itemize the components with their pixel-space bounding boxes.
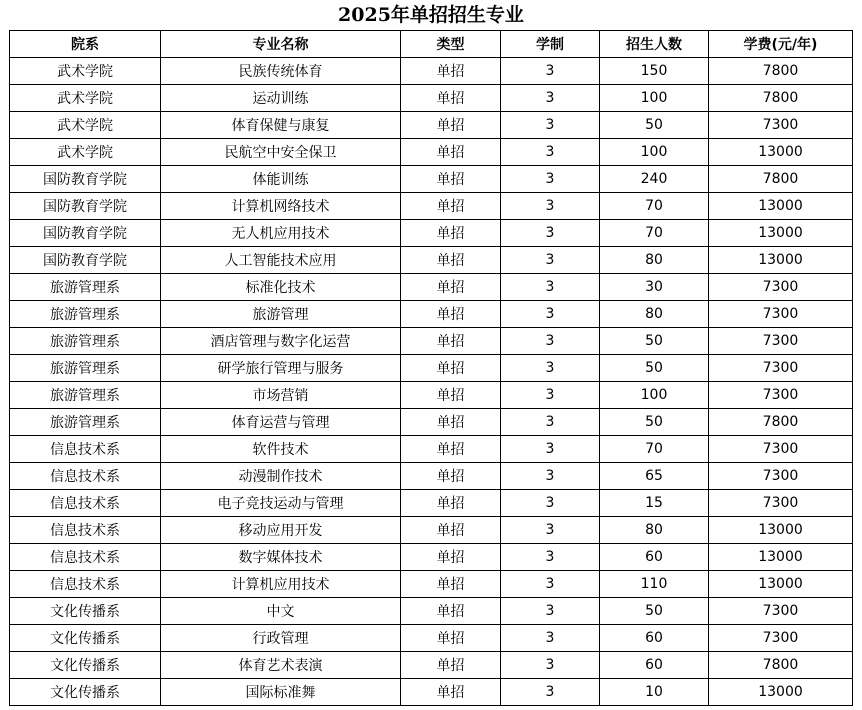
major-name-cell: 民航空中安全保卫 — [161, 139, 401, 166]
major-name-cell: 酒店管理与数字化运营 — [161, 328, 401, 355]
department-cell: 信息技术系 — [10, 490, 161, 517]
enrollment-cell: 80 — [600, 301, 709, 328]
enrollment-cell: 70 — [600, 193, 709, 220]
header-tuition: 学费(元/年) — [709, 31, 853, 58]
table-row — [10, 139, 853, 166]
tuition-cell: 13000 — [709, 220, 853, 247]
type-cell: 单招 — [401, 517, 501, 544]
major-name-cell: 人工智能技术应用 — [161, 247, 401, 274]
table-row — [10, 463, 853, 490]
enrollment-cell: 100 — [600, 85, 709, 112]
department-cell: 旅游管理系 — [10, 382, 161, 409]
header-enrollment: 招生人数 — [600, 31, 709, 58]
type-cell: 单招 — [401, 409, 501, 436]
type-cell: 单招 — [401, 166, 501, 193]
enrollment-table — [9, 30, 853, 706]
table-row — [10, 382, 853, 409]
department-cell: 国防教育学院 — [10, 193, 161, 220]
table-row — [10, 85, 853, 112]
table-row — [10, 625, 853, 652]
major-name-cell: 行政管理 — [161, 625, 401, 652]
major-name-cell: 市场营销 — [161, 382, 401, 409]
type-cell: 单招 — [401, 490, 501, 517]
tuition-cell: 13000 — [709, 193, 853, 220]
tuition-cell: 7300 — [709, 436, 853, 463]
table-row — [10, 193, 853, 220]
type-cell: 单招 — [401, 274, 501, 301]
type-cell: 单招 — [401, 463, 501, 490]
major-name-cell: 中文 — [161, 598, 401, 625]
tuition-cell: 7300 — [709, 382, 853, 409]
duration-cell: 3 — [501, 517, 600, 544]
enrollment-cell: 60 — [600, 544, 709, 571]
major-name-cell: 移动应用开发 — [161, 517, 401, 544]
table-row — [10, 166, 853, 193]
type-cell: 单招 — [401, 544, 501, 571]
duration-cell: 3 — [501, 598, 600, 625]
duration-cell: 3 — [501, 166, 600, 193]
enrollment-cell: 50 — [600, 598, 709, 625]
enrollment-cell: 15 — [600, 490, 709, 517]
table-row — [10, 652, 853, 679]
department-cell: 旅游管理系 — [10, 409, 161, 436]
department-cell: 旅游管理系 — [10, 301, 161, 328]
enrollment-cell: 110 — [600, 571, 709, 598]
table-row — [10, 301, 853, 328]
table-row — [10, 598, 853, 625]
major-name-cell: 体育保健与康复 — [161, 112, 401, 139]
major-name-cell: 电子竞技运动与管理 — [161, 490, 401, 517]
tuition-cell: 7300 — [709, 301, 853, 328]
header-duration: 学制 — [501, 31, 600, 58]
enrollment-cell: 60 — [600, 625, 709, 652]
department-cell: 信息技术系 — [10, 571, 161, 598]
department-cell: 国防教育学院 — [10, 220, 161, 247]
enrollment-cell: 70 — [600, 436, 709, 463]
table-row — [10, 517, 853, 544]
type-cell: 单招 — [401, 247, 501, 274]
type-cell: 单招 — [401, 679, 501, 706]
duration-cell: 3 — [501, 409, 600, 436]
department-cell: 国防教育学院 — [10, 247, 161, 274]
enrollment-cell: 50 — [600, 328, 709, 355]
major-name-cell: 国际标准舞 — [161, 679, 401, 706]
table-row — [10, 274, 853, 301]
department-cell: 武术学院 — [10, 139, 161, 166]
duration-cell: 3 — [501, 355, 600, 382]
type-cell: 单招 — [401, 382, 501, 409]
table-row — [10, 112, 853, 139]
tuition-cell: 7300 — [709, 328, 853, 355]
table-row — [10, 679, 853, 706]
department-cell: 信息技术系 — [10, 463, 161, 490]
tuition-cell: 7300 — [709, 274, 853, 301]
enrollment-cell: 65 — [600, 463, 709, 490]
major-name-cell: 数字媒体技术 — [161, 544, 401, 571]
duration-cell: 3 — [501, 436, 600, 463]
department-cell: 武术学院 — [10, 58, 161, 85]
enrollment-cell: 100 — [600, 382, 709, 409]
enrollment-cell: 80 — [600, 517, 709, 544]
department-cell: 文化传播系 — [10, 679, 161, 706]
table-row — [10, 490, 853, 517]
major-name-cell: 旅游管理 — [161, 301, 401, 328]
type-cell: 单招 — [401, 598, 501, 625]
duration-cell: 3 — [501, 220, 600, 247]
duration-cell: 3 — [501, 301, 600, 328]
table-row — [10, 436, 853, 463]
type-cell: 单招 — [401, 58, 501, 85]
header-type: 类型 — [401, 31, 501, 58]
department-cell: 武术学院 — [10, 85, 161, 112]
type-cell: 单招 — [401, 625, 501, 652]
major-name-cell: 标准化技术 — [161, 274, 401, 301]
tuition-cell: 7800 — [709, 652, 853, 679]
department-cell: 武术学院 — [10, 112, 161, 139]
table-row — [10, 328, 853, 355]
type-cell: 单招 — [401, 301, 501, 328]
duration-cell: 3 — [501, 544, 600, 571]
department-cell: 旅游管理系 — [10, 328, 161, 355]
table-row — [10, 220, 853, 247]
major-name-cell: 运动训练 — [161, 85, 401, 112]
major-name-cell: 无人机应用技术 — [161, 220, 401, 247]
page-title: 2025年单招招生专业 — [338, 4, 524, 26]
tuition-cell: 7300 — [709, 598, 853, 625]
table-row — [10, 355, 853, 382]
duration-cell: 3 — [501, 571, 600, 598]
tuition-cell: 7800 — [709, 166, 853, 193]
enrollment-cell: 10 — [600, 679, 709, 706]
enrollment-cell: 30 — [600, 274, 709, 301]
enrollment-cell: 50 — [600, 355, 709, 382]
table-row — [10, 58, 853, 85]
major-name-cell: 软件技术 — [161, 436, 401, 463]
tuition-cell: 7800 — [709, 58, 853, 85]
duration-cell: 3 — [501, 490, 600, 517]
duration-cell: 3 — [501, 679, 600, 706]
major-name-cell: 动漫制作技术 — [161, 463, 401, 490]
major-name-cell: 体育艺术表演 — [161, 652, 401, 679]
duration-cell: 3 — [501, 625, 600, 652]
tuition-cell: 13000 — [709, 247, 853, 274]
enrollment-cell: 240 — [600, 166, 709, 193]
tuition-cell: 13000 — [709, 517, 853, 544]
type-cell: 单招 — [401, 85, 501, 112]
type-cell: 单招 — [401, 139, 501, 166]
duration-cell: 3 — [501, 139, 600, 166]
major-name-cell: 计算机应用技术 — [161, 571, 401, 598]
header-major-name: 专业名称 — [161, 31, 401, 58]
type-cell: 单招 — [401, 571, 501, 598]
enrollment-cell: 50 — [600, 409, 709, 436]
tuition-cell: 13000 — [709, 679, 853, 706]
department-cell: 旅游管理系 — [10, 274, 161, 301]
major-name-cell: 体能训练 — [161, 166, 401, 193]
enrollment-cell: 80 — [600, 247, 709, 274]
table-row — [10, 247, 853, 274]
type-cell: 单招 — [401, 355, 501, 382]
type-cell: 单招 — [401, 652, 501, 679]
duration-cell: 3 — [501, 328, 600, 355]
major-name-cell: 研学旅行管理与服务 — [161, 355, 401, 382]
major-name-cell: 计算机网络技术 — [161, 193, 401, 220]
duration-cell: 3 — [501, 652, 600, 679]
department-cell: 旅游管理系 — [10, 355, 161, 382]
tuition-cell: 13000 — [709, 571, 853, 598]
duration-cell: 3 — [501, 193, 600, 220]
duration-cell: 3 — [501, 247, 600, 274]
enrollment-cell: 50 — [600, 112, 709, 139]
tuition-cell: 7300 — [709, 112, 853, 139]
tuition-cell: 7300 — [709, 625, 853, 652]
department-cell: 文化传播系 — [10, 652, 161, 679]
type-cell: 单招 — [401, 220, 501, 247]
department-cell: 国防教育学院 — [10, 166, 161, 193]
table-row — [10, 571, 853, 598]
table-header-row — [10, 31, 853, 58]
tuition-cell: 7800 — [709, 85, 853, 112]
tuition-cell: 13000 — [709, 139, 853, 166]
tuition-cell: 7800 — [709, 409, 853, 436]
tuition-cell: 7300 — [709, 355, 853, 382]
duration-cell: 3 — [501, 85, 600, 112]
duration-cell: 3 — [501, 112, 600, 139]
major-name-cell: 民族传统体育 — [161, 58, 401, 85]
header-department: 院系 — [10, 31, 161, 58]
major-name-cell: 体育运营与管理 — [161, 409, 401, 436]
enrollment-cell: 150 — [600, 58, 709, 85]
department-cell: 信息技术系 — [10, 436, 161, 463]
department-cell: 文化传播系 — [10, 598, 161, 625]
tuition-cell: 7300 — [709, 490, 853, 517]
table-row — [10, 544, 853, 571]
department-cell: 信息技术系 — [10, 517, 161, 544]
tuition-cell: 13000 — [709, 544, 853, 571]
duration-cell: 3 — [501, 274, 600, 301]
duration-cell: 3 — [501, 382, 600, 409]
type-cell: 单招 — [401, 193, 501, 220]
type-cell: 单招 — [401, 436, 501, 463]
enrollment-cell: 70 — [600, 220, 709, 247]
table-row — [10, 409, 853, 436]
enrollment-cell: 100 — [600, 139, 709, 166]
duration-cell: 3 — [501, 463, 600, 490]
type-cell: 单招 — [401, 328, 501, 355]
type-cell: 单招 — [401, 112, 501, 139]
tuition-cell: 7300 — [709, 463, 853, 490]
duration-cell: 3 — [501, 58, 600, 85]
department-cell: 文化传播系 — [10, 625, 161, 652]
enrollment-cell: 60 — [600, 652, 709, 679]
department-cell: 信息技术系 — [10, 544, 161, 571]
